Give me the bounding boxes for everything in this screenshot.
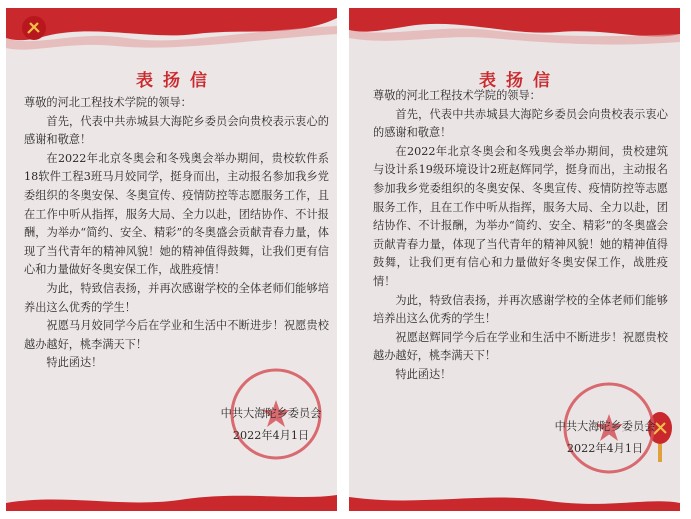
signature-block [545,416,665,460]
red-bottom-wave [6,489,337,511]
paragraph: 在2022年北京冬奥会和冬残奥会举办期间，贵校软件系18软件工程3班马月姣同学，挺身而出，主动报名参加我乡党委组织的冬奥安保、冬奥宣传、疫情防控等志愿服务工作，且在工作中听从指挥，服务大局、全力以赴，团结协作、不计报酬，为举办“简约、安全、精彩”的冬奥盛会贡献青春力量，体现了当代青年的精神风貌！她的精神值得鼓舞，让我们更有信心和力量做好冬奥安保工作，战胜疫情！ [24,151,329,277]
red-ribbon-banner [349,8,680,60]
closing-line: 特此函达！ [395,367,452,381]
date: 2022年4月1日 [566,442,644,455]
paragraph: 为此，特致信表扬，并再次感谢学校的全体老师们能够培养出这么优秀的学生！ [373,293,668,326]
paragraph: 祝愿赵辉同学今后在学业和生活中不断进步！祝愿贵校越办越好，桃李满天下！ [373,330,668,363]
letter-title: 表扬信 [136,71,217,91]
paragraph: 首先，代表中共赤城县大海陀乡委员会向贵校表示衷心的感谢和敬意！ [373,107,668,140]
signature: 中共大海陀乡委员会 [554,420,656,433]
paragraph: 在2022年北京冬奥会和冬残奥会举办期间，贵校建筑与设计系19级环境设计2班赵辉同学，挺身而出，主动报名参加我乡党委组织的冬奥安保、冬奥宣传、疫情防控等志愿服务工作，且在工作中听从指挥，服务大局、全力以赴，团结协作、不计报酬，为举办“简约、安全、精彩”的冬奥盛会贡献青春力量，体现了当代青年的精神风貌！她的精神值得鼓舞，让我们更有信心和力量做好冬奥安保工作，战胜疫情！ [373,144,668,288]
date: 2022年4月1日 [232,429,310,442]
red-ribbon-banner [6,8,337,60]
signature: 中共大海陀乡委员会 [220,407,322,420]
letter-body [373,87,668,385]
signature-block [212,403,330,447]
red-bottom-wave [349,489,680,511]
letter-title: 表扬信 [479,71,560,91]
paragraph: 为此，特致信表扬，并再次感谢学校的全体老师们能够培养出这么优秀的学生！ [24,281,329,314]
closing-line: 特此函达！ [46,356,103,370]
paragraph: 首先，代表中共赤城县大海陀乡委员会向贵校表示衷心的感谢和敬意！ [24,114,329,147]
commendation-letter-right [349,8,680,511]
salutation: 尊敬的河北工程技术学院的领导： [373,89,541,102]
party-emblem-icon [20,14,48,42]
paragraph: 祝愿马月姣同学今后在学业和生活中不断进步！祝愿贵校越办越好，桃李满天下！ [24,319,329,351]
salutation: 尊敬的河北工程技术学院的领导： [24,96,192,109]
commendation-letter-left [6,8,337,511]
letter-body [24,94,329,373]
